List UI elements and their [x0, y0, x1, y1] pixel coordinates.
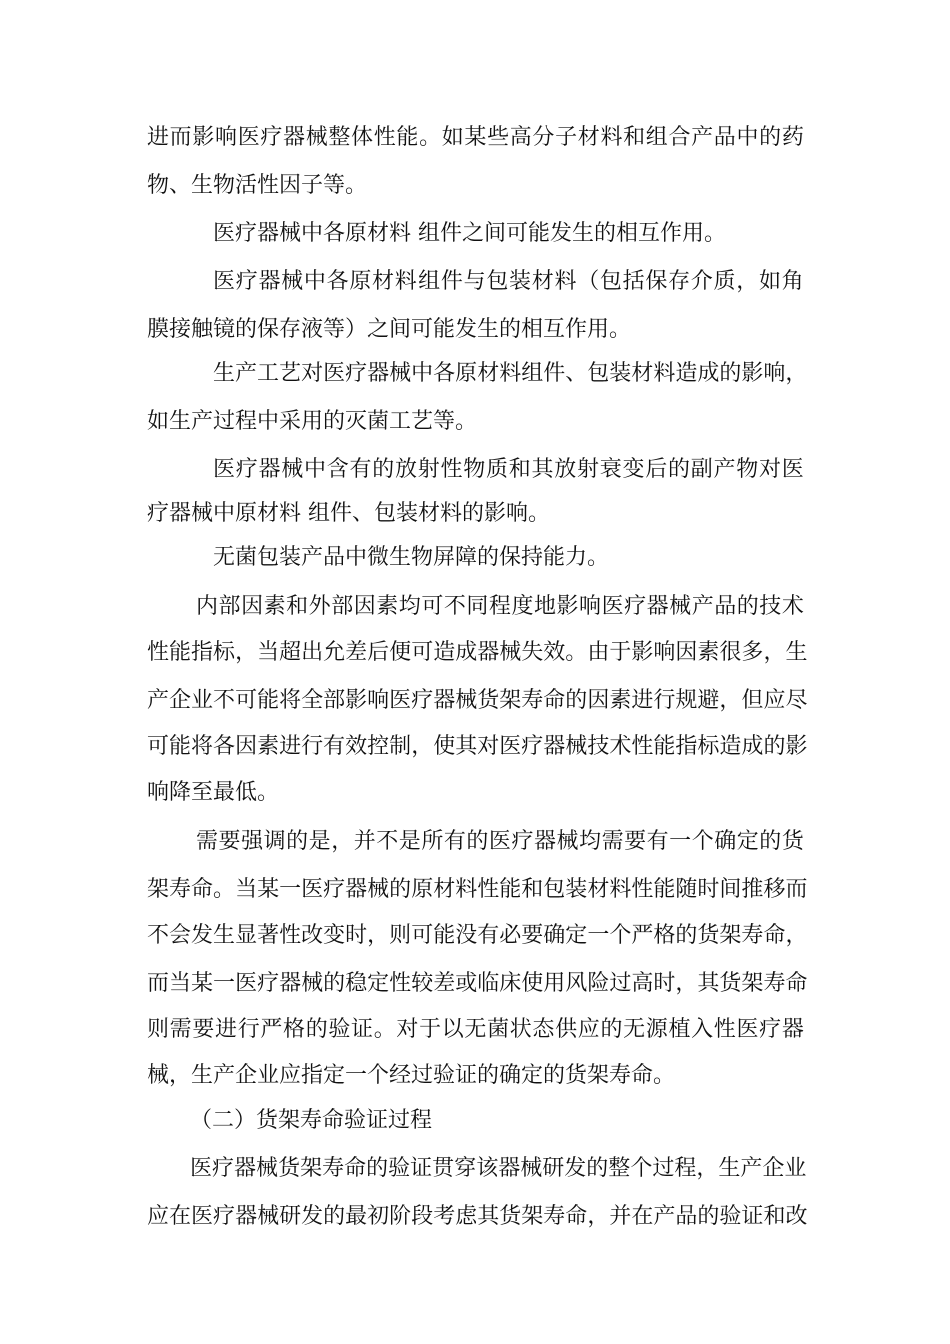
text-line: 可 能 将 各 因 素 进 行 有 效 控 制 ， 使 其 对 医 疗 器 械 技 术 性 能 指 标 造 成 的 影 [147, 734, 808, 759]
text-line: 进 而 影 响 医 疗 器 械 整 体 性 能 。 如 某 些 高 分 子 材 料 和 组 合 产 品 中 的 药 [147, 125, 804, 150]
text-line: 则 需 要 进 行 严 格 的 验 证 。 对 于 以 无 菌 状 态 供 应 的 无 源 植 入 性 医 疗 器 [147, 1017, 804, 1042]
section-heading: （二）货架寿命验证过程 [190, 1108, 433, 1133]
text-line: 物、生物活性因子等。 [147, 173, 368, 198]
text-line: 疗器械中原材料 组件、包装材料的影响。 [147, 501, 550, 526]
text-line: 应 在 医 疗 器 械 研 发 的 最 初 阶 段 考 虑 其 货 架 寿 命 ， 并 在 产 品 的 验 证 和 改 [147, 1204, 808, 1229]
text-line: 如生产过程中采用的灭菌工艺等。 [147, 409, 478, 434]
text-line: 膜接触镜的保存液等）之间可能发生的相互作用。 [147, 317, 632, 342]
text-line: 医 疗 器 械 中 各 原 材 料 组 件 与 包 装 材 料 （ 包 括 保 存 介 质 ， 如 角 [213, 269, 804, 294]
text-line: 生 产 工 艺 对 医 疗 器 械 中 各 原 材 料 组 件 、 包 装 材 料 造 成 的 影 响 ， [213, 361, 808, 386]
text-line: 架 寿 命 。 当 某 一 医 疗 器 械 的 原 材 料 性 能 和 包 装 材 料 性 能 随 时 间 推 移 而 [147, 877, 808, 902]
text-line: 产 企 业 不 可 能 将 全 部 影 响 医 疗 器 械 货 架 寿 命 的 因 素 进 行 规 避 ， 但 应 尽 [147, 688, 808, 713]
text-line: 而 当 某 一 医 疗 器 械 的 稳 定 性 较 差 或 临 床 使 用 风 险 过 高 时 ， 其 货 架 寿 命 [147, 971, 808, 996]
text-line: 医 疗 器 械 中 含 有 的 放 射 性 物 质 和 其 放 射 衰 变 后 的 副 产 物 对 医 [213, 457, 804, 482]
text-line: 医 疗 器 械 货 架 寿 命 的 验 证 贯 穿 该 器 械 研 发 的 整 个 过 程 ， 生 产 企 业 [190, 1156, 807, 1181]
text-line: 响降至最低。 [147, 780, 280, 805]
text-line: 内 部 因 素 和 外 部 因 素 均 可 不 同 程 度 地 影 响 医 疗 器 械 产 品 的 技 术 [196, 594, 804, 619]
text-line: 不 会 发 生 显 著 性 改 变 时 ， 则 可 能 没 有 必 要 确 定 一 个 严 格 的 货 架 寿 命 ， [147, 923, 808, 948]
text-line: 性 能 指 标 ， 当 超 出 允 差 后 便 可 造 成 器 械 失 效 。 由 于 影 响 因 素 很 多 ， 生 [147, 640, 808, 665]
text-line: 无菌包装产品中微生物屏障的保持能力。 [213, 545, 610, 570]
text-line: 需 要 强 调 的 是 ， 并 不 是 所 有 的 医 疗 器 械 均 需 要 有 一 个 确 定 的 货 [196, 829, 804, 854]
text-line: 医疗器械中各原材料 组件之间可能发生的相互作用。 [213, 221, 726, 246]
text-line: 械，生产企业应指定一个经过验证的确定的货架寿命。 [147, 1063, 676, 1088]
